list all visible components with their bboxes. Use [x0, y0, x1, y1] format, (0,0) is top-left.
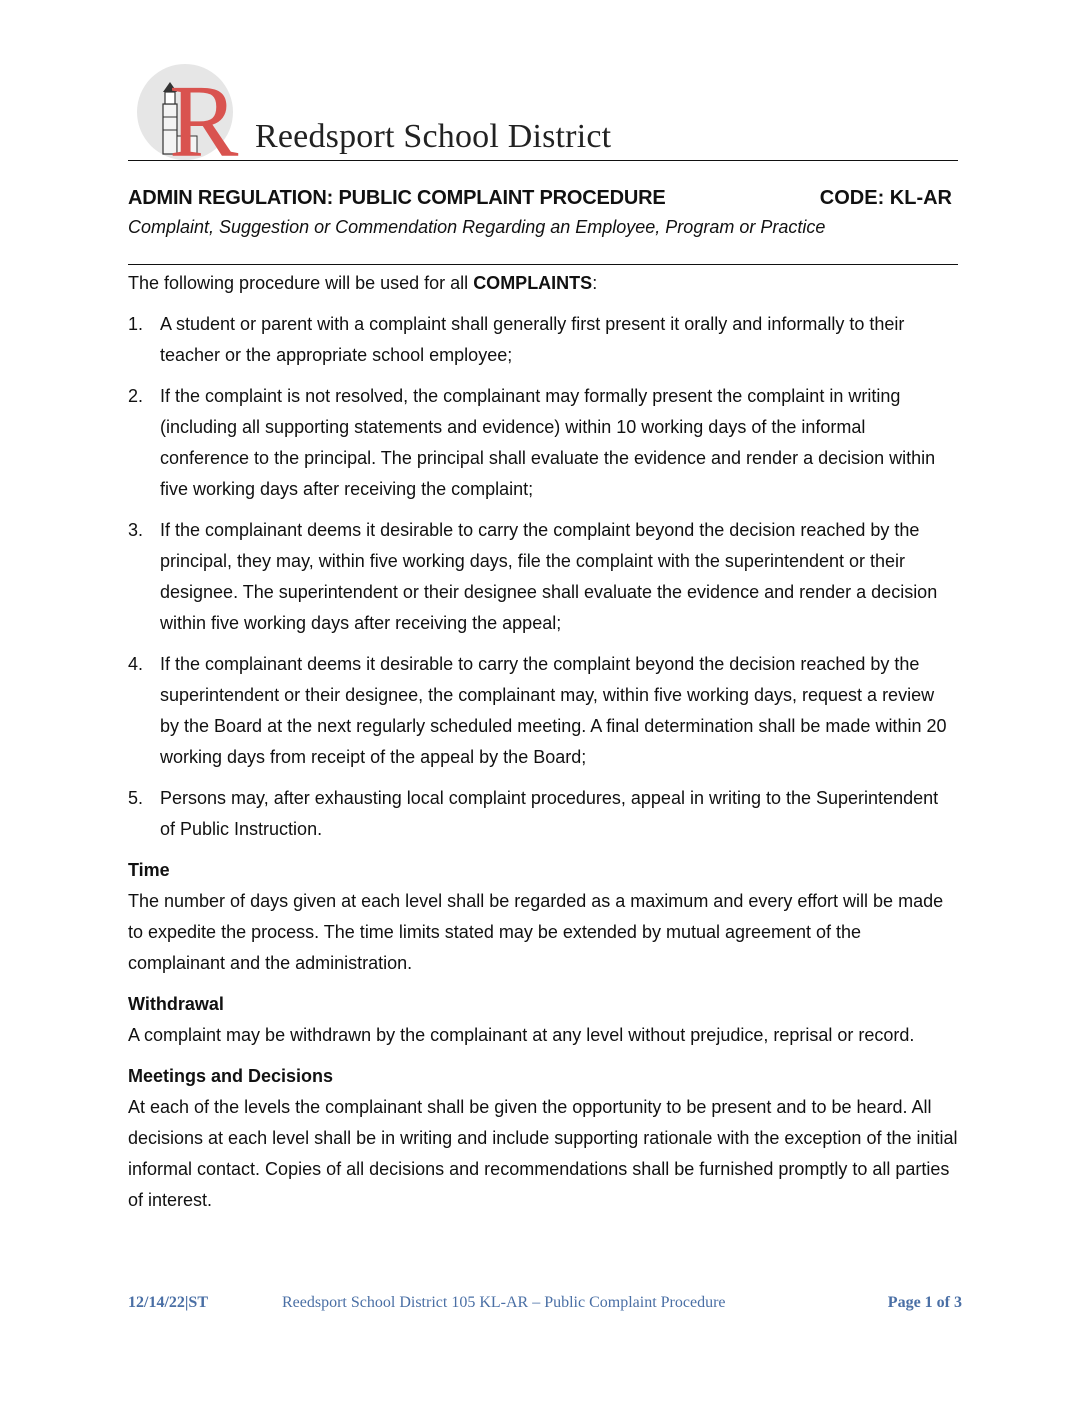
step-text: A student or parent with a complaint shall generally first present it orally and informally to their teacher or the appropriate school employee;	[160, 314, 905, 365]
district-logo	[133, 62, 243, 162]
step-number: 5.	[128, 788, 144, 808]
header-divider	[128, 160, 958, 161]
procedure-step	[128, 309, 958, 371]
section-text: A complaint may be withdrawn by the complainant at any level without prejudice, reprisal or record.	[128, 1025, 915, 1045]
section-meetings-and-decisions	[128, 1061, 958, 1216]
step-number: 2.	[128, 386, 144, 406]
step-text: Persons may, after exhausting local complaint procedures, appeal in writing to the Superintendent of Public Instruction.	[160, 788, 939, 839]
section-text: At each of the levels the complainant shall be given the opportunity to be present and to be heard. All decisions at each level shall be in writing and include supporting rationale with the exception of the initial informal contact. Copies of all decisions and recommendations shall be furnished promptly to all parties of interest.	[128, 1097, 958, 1210]
procedure-step	[128, 381, 958, 505]
procedure-step	[128, 515, 958, 639]
section-heading: Meetings and Decisions	[128, 1066, 334, 1086]
procedure-step	[128, 783, 958, 845]
step-text: If the complaint is not resolved, the complainant may formally present the complaint in writing (including all supporting statements and evidence) within 10 working days of the informal conference to the principal. The principal shall evaluate the evidence and render a decision within five working days after receiving the complaint;	[160, 386, 936, 499]
step-number: 4.	[128, 654, 144, 674]
step-number: 1.	[128, 314, 144, 334]
intro-text: The following procedure will be used for all	[128, 273, 474, 293]
page-footer	[128, 1294, 962, 1316]
procedure-step	[128, 649, 958, 773]
section-time	[128, 855, 958, 979]
footer-date: 12/14/22|ST	[128, 1294, 208, 1311]
section-withdrawal	[128, 989, 958, 1051]
step-text: If the complainant deems it desirable to carry the complaint beyond the decision reached by the superintendent or their designee, the complainant may, within five working days, request a review by the Board at the next regularly scheduled meeting. A final determination shall be made within 20 working days from receipt of the appeal by the Board;	[160, 654, 947, 767]
section-heading: Time	[128, 860, 170, 880]
logo-letter: R	[169, 64, 239, 162]
regulation-title: ADMIN REGULATION: PUBLIC COMPLAINT PROCEDURE	[128, 187, 666, 209]
procedure-steps	[128, 309, 958, 845]
section-heading: Withdrawal	[128, 994, 224, 1014]
regulation-code: CODE: KL-AR	[819, 187, 952, 209]
step-text: If the complainant deems it desirable to carry the complaint beyond the decision reached by the principal, they may, within five working days, file the complaint with the superintendent or their designee. The superintendent or their designee shall evaluate the evidence and render a decision within five working days after receiving the appeal;	[160, 520, 938, 633]
title-row	[128, 187, 958, 215]
title-divider	[128, 264, 958, 265]
document-body	[128, 268, 958, 1226]
intro-tail: :	[592, 273, 598, 293]
section-text: The number of days given at each level shall be regarded as a maximum and every effort will be made to expedite the process. The time limits stated may be extended by mutual agreement of the complainant and the administration.	[128, 891, 944, 973]
regulation-subtitle: Complaint, Suggestion or Commendation Regarding an Employee, Program or Practice	[128, 217, 826, 237]
footer-page-number: Page 1 of 3	[887, 1294, 962, 1311]
intro-bold: COMPLAINTS	[473, 273, 593, 293]
intro-paragraph	[128, 268, 958, 299]
footer-document-name: Reedsport School District 105 KL-AR – Public Complaint Procedure	[282, 1294, 726, 1311]
district-name: Reedsport School District	[255, 118, 612, 155]
step-number: 3.	[128, 520, 144, 540]
